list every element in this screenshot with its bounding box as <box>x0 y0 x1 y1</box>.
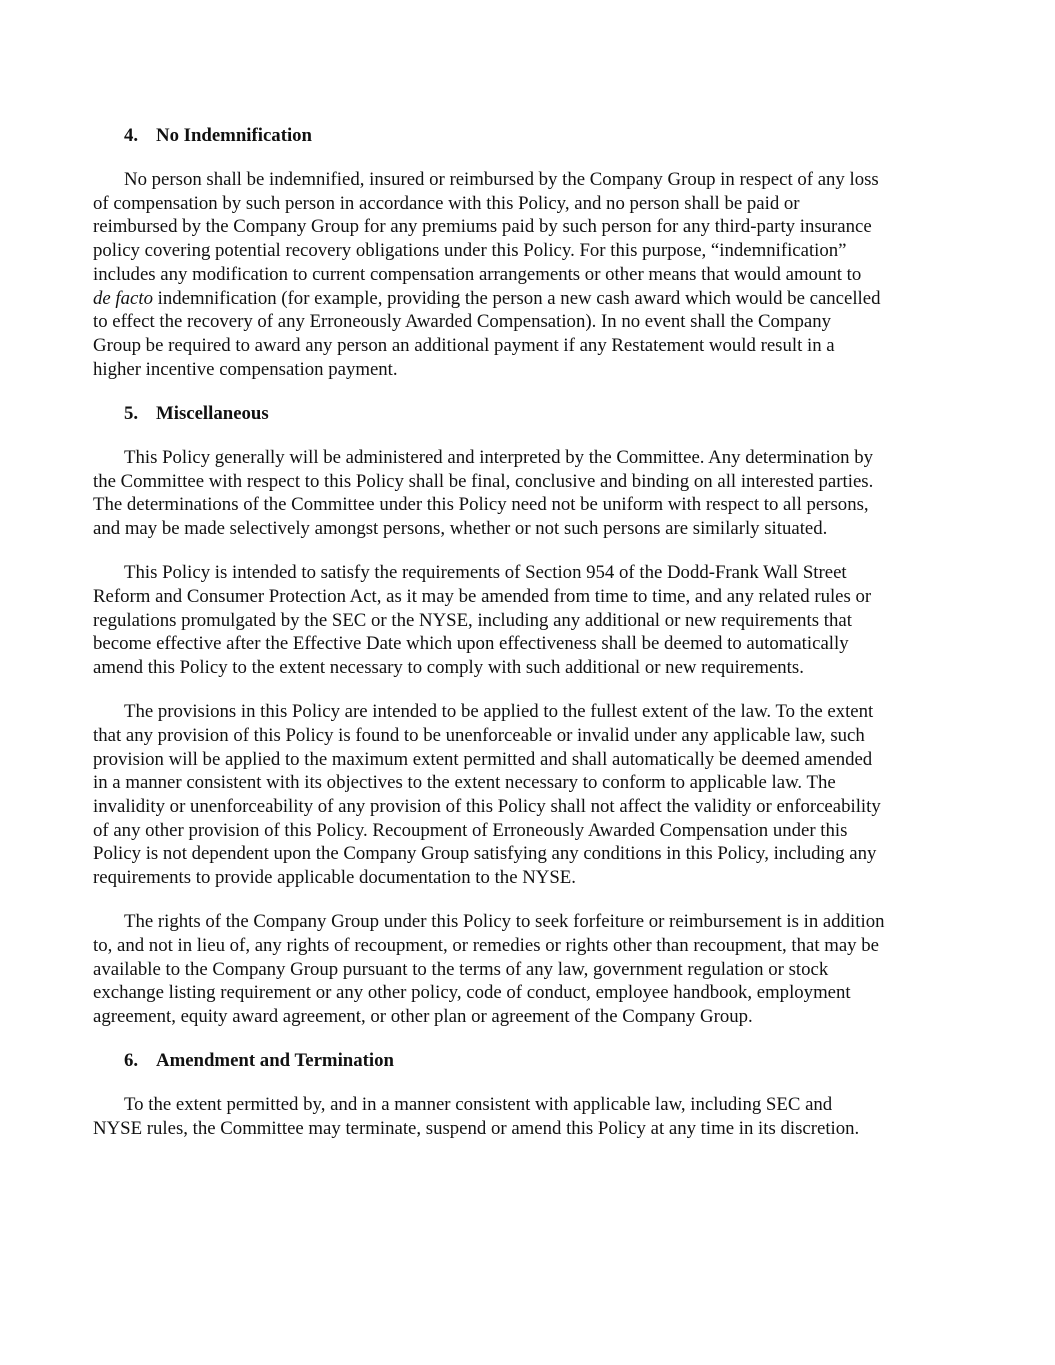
text-line: policy covering potential recovery obligations under this Policy. For this purpose, “indemnification” <box>93 240 847 262</box>
text-line: amend this Policy to the extent necessary to comply with such additional or new requirements. <box>93 656 804 678</box>
text-line: The determinations of the Committee under this Policy need not be uniform with respect to all persons, <box>93 494 869 516</box>
section-4-title: No Indemnification <box>156 125 312 146</box>
section-5-paragraph-2 <box>93 561 973 680</box>
section-5-paragraph-4 <box>93 910 973 1029</box>
section-6-title: Amendment and Termination <box>156 1050 394 1072</box>
section-4-heading <box>93 124 973 148</box>
text-line: the Committee with respect to this Policy shall be final, conclusive and binding on all interested parties. <box>93 470 874 492</box>
section-4-number: 4. <box>124 125 139 146</box>
text-line: To the extent permitted by, and in a manner consistent with applicable law, including SEC and <box>124 1094 833 1116</box>
section-5-title: Miscellaneous <box>156 402 269 424</box>
text-line: The rights of the Company Group under this Policy to seek forfeiture or reimbursement is in addition <box>124 911 885 933</box>
text-line: No person shall be indemnified, insured or reimbursed by the Company Group in respect of any loss <box>124 169 879 190</box>
text-line <box>93 287 973 311</box>
document-page <box>93 124 973 1161</box>
section-5-heading <box>93 402 973 426</box>
text-line: This Policy is intended to satisfy the requirements of Section 954 of the Dodd-Frank Wall Street <box>124 562 847 584</box>
section-5-paragraph-1 <box>93 446 973 541</box>
text-line: of compensation by such person in accordance with this Policy, and no person shall be paid or <box>93 192 800 214</box>
section-5-paragraph-3 <box>93 700 973 890</box>
text-line: exchange listing requirement or any other policy, code of conduct, employee handbook, employment <box>93 982 851 1004</box>
text-line: Group be required to award any person an additional payment if any Restatement would result in a <box>93 334 835 356</box>
text-line: that any provision of this Policy is found to be unenforceable or invalid under any applicable law, such <box>93 724 865 746</box>
section-6-number: 6. <box>124 1050 139 1072</box>
section-6-heading <box>93 1049 973 1073</box>
section-5-number: 5. <box>124 402 139 424</box>
text-line: provision will be applied to the maximum extent permitted and shall automatically be deemed amended <box>93 748 873 770</box>
text-line: The provisions in this Policy are intended to be applied to the fullest extent of the law. To the extent <box>124 701 874 723</box>
text-line: higher incentive compensation payment. <box>93 358 398 380</box>
italic-term: de facto <box>93 287 153 309</box>
text-line: Policy is not dependent upon the Company Group satisfying any conditions in this Policy, including any <box>93 843 877 865</box>
text-line: become effective after the Effective Date which upon effectiveness shall be deemed to automatically <box>93 633 849 655</box>
text-line: NYSE rules, the Committee may terminate, suspend or amend this Policy at any time in its discretion. <box>93 1118 860 1139</box>
text-line: in a manner consistent with its objectives to the extent necessary to conform to applicable law. The <box>93 772 836 794</box>
text-line: to, and not in lieu of, any rights of recoupment, or remedies or rights other than recoupment, that may be <box>93 934 879 956</box>
text-line: This Policy generally will be administered and interpreted by the Committee. Any determination by <box>124 446 873 468</box>
text-line: agreement, equity award agreement, or other plan or agreement of the Company Group. <box>93 1006 753 1028</box>
text-line: includes any modification to current compensation arrangements or other means that would amount to <box>93 263 862 285</box>
section-4-paragraph-1 <box>93 168 973 381</box>
text-line: of any other provision of this Policy. Recoupment of Erroneously Awarded Compensation under this <box>93 819 848 841</box>
text-line: available to the Company Group pursuant to the terms of any law, government regulation or stock <box>93 958 829 980</box>
text-run: indemnification (for example, providing the person a new cash award which would be cancelled <box>152 287 881 309</box>
text-line: requirements to provide applicable documentation to the NYSE. <box>93 867 576 889</box>
text-line: to effect the recovery of any Erroneously Awarded Compensation). In no event shall the Company <box>93 311 832 333</box>
text-line: Reform and Consumer Protection Act, as it may be amended from time to time, and any related rules or <box>93 585 872 607</box>
text-line: and may be made selectively amongst persons, whether or not such persons are similarly situated. <box>93 517 828 539</box>
text-line: invalidity or unenforceability of any provision of this Policy shall not affect the validity or enforceability <box>93 795 881 817</box>
text-line: regulations promulgated by the SEC or the NYSE, including any additional or new requirements that <box>93 609 852 631</box>
text-line: reimbursed by the Company Group for any premiums paid by such person for any third-party insurance <box>93 216 872 238</box>
section-6-paragraph-1 <box>93 1093 973 1140</box>
